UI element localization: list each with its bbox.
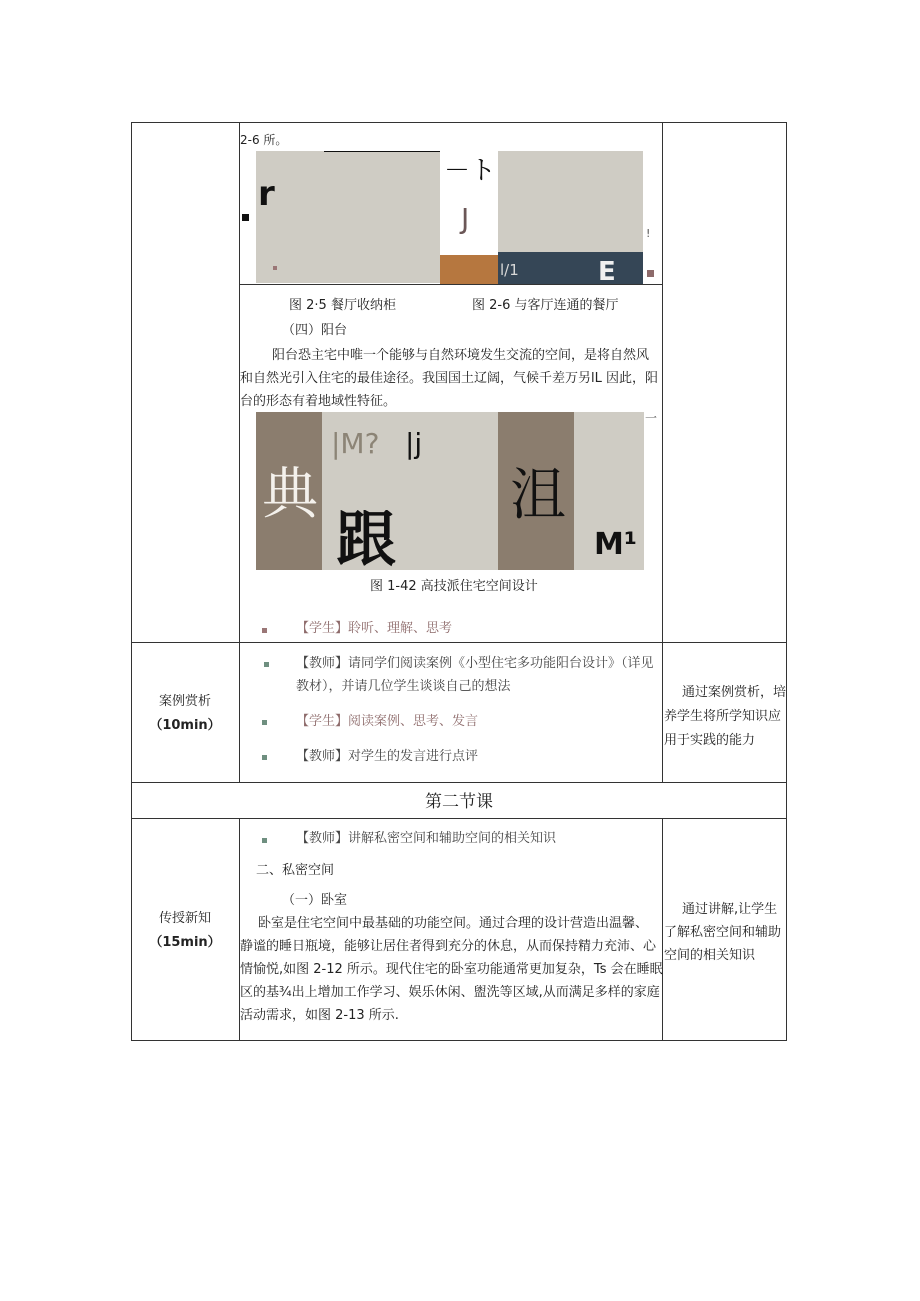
balcony-para-line-2: 和自然光引入住宅的最佳途径。我国国土辽阔，气候千差万另lL 因此，阳: [240, 371, 658, 386]
photo-dining-living: [498, 151, 643, 252]
photo-glyph-ju: 沮: [510, 463, 566, 528]
new-knowledge-time: （15min）: [149, 935, 221, 950]
explain-goal-line-3: 空间的相关知识: [664, 948, 756, 963]
explain-goal-line-2: 了解私密空间和辅助: [664, 925, 782, 940]
photo-orange-strip: [440, 255, 498, 284]
caption-hightech: 图 1-42 高技派住宅空间设计: [370, 579, 538, 594]
bullet-square: [262, 628, 267, 633]
heading-private-space: 二、私密空间: [256, 863, 335, 878]
case-teacher-line-1: 【教师】请同学们阅读案例《小型住宅多功能阳台设计》（详见: [296, 656, 654, 671]
photo-right-mark: [647, 270, 654, 277]
table-border-right: [786, 122, 787, 1040]
case-student: 【学生】阅读案例、思考、发言: [296, 714, 479, 729]
caption-dining-living: 图 2-6 与客厅连通的餐厅: [472, 298, 619, 313]
case-goal-line-1: 通过案例赏析，培: [682, 685, 787, 700]
table-border-top: [131, 122, 787, 123]
photo-glyph-to: －ト: [444, 156, 497, 186]
table-border-left: [131, 122, 132, 1040]
caption-storage-cabinet: 图 2·5 餐厅收纳柜: [289, 298, 396, 313]
intro-text: 2-6 所。: [240, 133, 288, 147]
bedroom-para-line-2: 静谧的睡日瓶境，能够让居住者得到充分的休息，从而保持精力充沛、心: [240, 939, 657, 954]
column-divider-2: [662, 122, 663, 782]
bullet-square: [264, 662, 269, 667]
bedroom-para-line-1: 卧室是住宅空间中最基础的功能空间。通过合理的设计营造出温馨、: [258, 916, 649, 931]
photo-glyph-m1: M¹: [594, 527, 637, 562]
student-activity: 【学生】聆听、理解、思考: [296, 621, 453, 636]
row-divider-3: [131, 818, 787, 819]
photo-storage-cabinet: [256, 151, 440, 283]
photo-glyph-pipe-j: |j: [405, 427, 423, 460]
column-divider-2b: [662, 818, 663, 1040]
case-study-title: 案例赏析: [158, 694, 211, 709]
bullet-square: [262, 838, 267, 843]
photo-glyph-gen: 跟: [336, 510, 396, 570]
explain-goal-line-1: 通过讲解,让学生: [682, 902, 778, 917]
bedroom-para-line-4: 区的基¾出上增加工作学习、娱乐休闲、盥洗等区域,从而满足多样的家庭: [240, 985, 660, 1000]
photo-glyph-l1: l/1: [500, 261, 519, 279]
case-goal-line-3: 用于实践的能力: [664, 733, 756, 748]
photo-glyph-j: J: [461, 202, 470, 235]
table-border-bottom: [131, 1040, 787, 1041]
photo-edge-line: [324, 151, 440, 152]
bedroom-para-line-5: 活动需求，如图 2-13 所示.: [240, 1008, 399, 1023]
photo-navy-strip: [498, 252, 643, 287]
photo-glyph-dash: 一: [645, 411, 658, 425]
bullet-square: [262, 755, 267, 760]
photo-glyph-m: |M?: [331, 427, 380, 460]
column-divider-1: [239, 122, 240, 782]
case-study-time: （10min）: [149, 718, 221, 733]
row-divider-2: [131, 782, 787, 783]
row-divider-1: [131, 642, 787, 643]
heading-balcony: （四）阳台: [282, 323, 348, 338]
section-title: 第二节课: [425, 792, 493, 812]
photo-small-mark: [273, 266, 277, 270]
case-teacher-line-2: 教材），并请几位学生谈谈自己的想法: [296, 679, 511, 694]
new-knowledge-title: 传授新知: [158, 911, 211, 926]
teacher-explain: 【教师】讲解私密空间和辅助空间的相关知识: [296, 831, 557, 846]
photo-glyph-excl: !: [646, 227, 651, 240]
photo-black-mark: [242, 214, 249, 221]
balcony-para-line-1: 阳台恐主宅中唯一个能够与自然环境发生交流的空间，是将自然风: [272, 348, 650, 363]
balcony-para-line-3: 台的形态有着地域性特征。: [240, 394, 397, 409]
photo-glyph-dian: 典: [262, 462, 318, 527]
heading-bedroom: （一）卧室: [282, 893, 348, 908]
case-teacher-review: 【教师】对学生的发言进行点评: [296, 749, 479, 764]
bedroom-para-line-3: 情愉悦,如图 2-12 所示。现代住宅的卧室功能通常更加复杂，Ts 会在睡眠: [240, 962, 663, 977]
photo-glyph-e: E: [598, 257, 616, 287]
bullet-square: [262, 720, 267, 725]
photo-glyph-r: r: [258, 174, 275, 214]
case-goal-line-2: 养学生将所学知识应: [664, 709, 782, 724]
